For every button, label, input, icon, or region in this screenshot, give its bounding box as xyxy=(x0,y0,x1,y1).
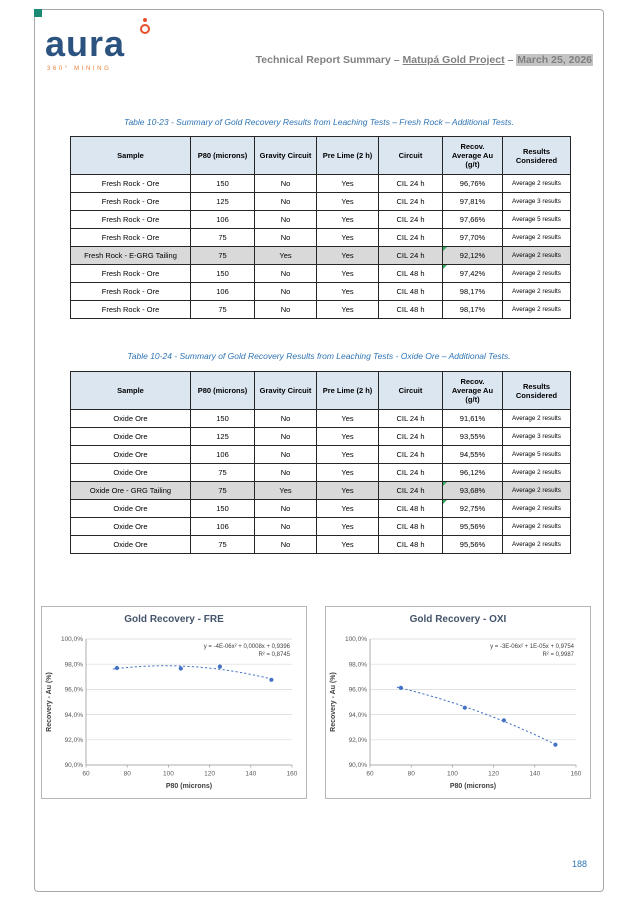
aura-logo-subtext: 360° MINING xyxy=(47,66,112,72)
x-tick-label: 120 xyxy=(488,770,500,778)
chart-canvas xyxy=(42,627,306,793)
table-cell: CIL 24 h xyxy=(379,193,443,211)
table-cell: Fresh Rock - Ore xyxy=(71,283,191,301)
table-cell: CIL 24 h xyxy=(379,247,443,265)
table-cell: 92,12% xyxy=(443,247,503,265)
data-point xyxy=(179,666,183,670)
document-page xyxy=(34,9,604,892)
y-tick-label: 96,0% xyxy=(348,686,367,694)
table-cell: CIL 24 h xyxy=(379,410,443,428)
table-header-row xyxy=(71,137,571,175)
column-header: Recov. Average Au (g/t) xyxy=(443,372,503,410)
table-cell: No xyxy=(255,536,317,554)
table-cell: Yes xyxy=(317,265,379,283)
y-axis-title: Recovery - Au (%) xyxy=(46,672,53,732)
table-cell: Fresh Rock - Ore xyxy=(71,193,191,211)
table-header-row xyxy=(71,372,571,410)
table-cell: Yes xyxy=(317,428,379,446)
table-row xyxy=(71,410,571,428)
table-cell: Fresh Rock - E-GRG Tailing xyxy=(71,247,191,265)
table-cell: Average 2 results xyxy=(503,410,571,428)
aura-logo-dot-icon xyxy=(138,18,152,34)
r-squared-label: R² = 0,9987 xyxy=(542,652,574,658)
table-cell: No xyxy=(255,446,317,464)
chart-title: Gold Recovery - FRE xyxy=(124,614,224,625)
table-cell: CIL 24 h xyxy=(379,211,443,229)
table-row xyxy=(71,193,571,211)
table-cell: 75 xyxy=(191,464,255,482)
table-cell: 92,75% xyxy=(443,500,503,518)
table-cell: Average 3 results xyxy=(503,428,571,446)
x-axis-title: P80 (microns) xyxy=(449,783,497,790)
table-cell: 125 xyxy=(191,428,255,446)
table-cell: No xyxy=(255,193,317,211)
table-cell: Yes xyxy=(317,410,379,428)
report-title-sep1: – xyxy=(390,54,403,66)
report-title-part1: Technical Report Summary xyxy=(255,54,391,66)
table-cell: No xyxy=(255,500,317,518)
table-cell: 106 xyxy=(191,518,255,536)
table-cell: Average 2 results xyxy=(503,500,571,518)
table-cell: 150 xyxy=(191,410,255,428)
table-cell: No xyxy=(255,175,317,193)
table-cell: No xyxy=(255,211,317,229)
table-cell: No xyxy=(255,428,317,446)
table-cell: 75 xyxy=(191,301,255,319)
x-tick-label: 100 xyxy=(162,770,174,778)
table-cell: 106 xyxy=(191,211,255,229)
y-tick-label: 90,0% xyxy=(348,762,367,770)
table-cell: Fresh Rock - Ore xyxy=(71,211,191,229)
column-header: Recov. Average Au (g/t) xyxy=(443,137,503,175)
table-row xyxy=(71,283,571,301)
table-cell: Average 5 results xyxy=(503,446,571,464)
table-cell: 91,61% xyxy=(443,410,503,428)
table-row xyxy=(71,446,571,464)
table-cell: No xyxy=(255,464,317,482)
x-tick-label: 120 xyxy=(204,770,216,778)
y-tick-label: 96,0% xyxy=(64,686,83,694)
table-cell: 96,12% xyxy=(443,464,503,482)
equation-label: y = -4E-06x² + 0,0008x + 0,9396 xyxy=(203,644,290,650)
column-header: Gravity Circuit xyxy=(255,372,317,410)
data-point xyxy=(269,678,273,682)
aura-logo xyxy=(45,23,165,72)
table-caption-10-23: Table 10-23 - Summary of Gold Recovery Results from Leaching Tests – Fresh Rock – Additional Tests. xyxy=(124,117,514,127)
table-cell: Fresh Rock - Ore xyxy=(71,175,191,193)
table-row xyxy=(71,211,571,229)
column-header: Sample xyxy=(71,137,191,175)
table-cell: No xyxy=(255,301,317,319)
table-row xyxy=(71,536,571,554)
table-cell: 96,76% xyxy=(443,175,503,193)
table-row xyxy=(71,500,571,518)
table-cell: 95,56% xyxy=(443,518,503,536)
table-cell: 98,17% xyxy=(443,283,503,301)
cell-flag-icon xyxy=(443,265,447,269)
table-cell: Oxide Ore xyxy=(71,446,191,464)
y-axis-title: Recovery - Au (%) xyxy=(330,672,337,732)
table-cell: 75 xyxy=(191,482,255,500)
y-tick-label: 98,0% xyxy=(348,661,367,669)
x-tick-label: 60 xyxy=(366,770,374,778)
table-cell: No xyxy=(255,283,317,301)
table-cell: Average 2 results xyxy=(503,265,571,283)
cell-flag-icon xyxy=(443,247,447,251)
table-cell: 93,55% xyxy=(443,428,503,446)
table-cell: 106 xyxy=(191,283,255,301)
table-cell: No xyxy=(255,410,317,428)
table-cell: Yes xyxy=(317,446,379,464)
equation-label: y = -3E-06x² + 1E-05x + 0,9754 xyxy=(490,644,574,650)
table-cell: Yes xyxy=(317,464,379,482)
table-cell: Fresh Rock - Ore xyxy=(71,265,191,283)
table-cell: Average 2 results xyxy=(503,464,571,482)
data-point xyxy=(553,743,557,747)
page-number: 188 xyxy=(571,859,587,869)
trendline xyxy=(113,666,273,680)
table-cell: 106 xyxy=(191,446,255,464)
x-tick-label: 60 xyxy=(82,770,90,778)
table-cell: Yes xyxy=(317,247,379,265)
table-cell: CIL 48 h xyxy=(379,265,443,283)
table-cell: 95,56% xyxy=(443,536,503,554)
table-cell: 97,70% xyxy=(443,229,503,247)
table-cell: Yes xyxy=(317,518,379,536)
column-header: Circuit xyxy=(379,137,443,175)
table-cell: CIL 24 h xyxy=(379,175,443,193)
column-header: Gravity Circuit xyxy=(255,137,317,175)
table-cell: Average 2 results xyxy=(503,536,571,554)
cell-flag-icon xyxy=(443,500,447,504)
table-cell: No xyxy=(255,518,317,536)
table-cell: Average 2 results xyxy=(503,247,571,265)
trendline xyxy=(397,687,557,745)
table-cell: 150 xyxy=(191,265,255,283)
table-cell: Average 2 results xyxy=(503,518,571,536)
table-cell: CIL 24 h xyxy=(379,428,443,446)
chart-title: Gold Recovery - OXI xyxy=(409,614,507,625)
column-header: Results Considered xyxy=(503,137,571,175)
y-tick-label: 92,0% xyxy=(64,737,83,744)
table-cell: CIL 24 h xyxy=(379,464,443,482)
table-cell: Yes xyxy=(317,500,379,518)
table-cell: Oxide Ore xyxy=(71,536,191,554)
table-cell: Average 2 results xyxy=(503,482,571,500)
table-cell: 98,17% xyxy=(443,301,503,319)
column-header: Sample xyxy=(71,372,191,410)
orange-ring-icon xyxy=(140,24,150,34)
table-cell: Yes xyxy=(317,211,379,229)
y-tick-label: 94,0% xyxy=(348,711,367,719)
chart-gold-recovery-oxi xyxy=(325,606,591,799)
column-header: P80 (microns) xyxy=(191,137,255,175)
table-row xyxy=(71,301,571,319)
table-cell: CIL 24 h xyxy=(379,482,443,500)
table-cell: 75 xyxy=(191,229,255,247)
table-cell: 97,42% xyxy=(443,265,503,283)
x-tick-label: 80 xyxy=(407,770,415,778)
y-tick-label: 94,0% xyxy=(64,711,83,719)
table-cell: CIL 24 h xyxy=(379,229,443,247)
aura-logo-text: aura xyxy=(45,23,126,64)
table-cell: Average 5 results xyxy=(503,211,571,229)
report-title xyxy=(256,54,593,66)
y-tick-label: 100,0% xyxy=(344,636,367,644)
table-cell: Oxide Ore xyxy=(71,518,191,536)
table-cell: Fresh Rock - Ore xyxy=(71,229,191,247)
table-cell: 125 xyxy=(191,193,255,211)
chart-gold-recovery-fre xyxy=(41,606,307,799)
y-tick-label: 92,0% xyxy=(348,737,367,744)
table-cell: CIL 48 h xyxy=(379,301,443,319)
data-point xyxy=(218,665,222,669)
table-cell: 97,66% xyxy=(443,211,503,229)
table-cell: 93,68% xyxy=(443,482,503,500)
data-point xyxy=(115,666,119,670)
table-cell: Average 3 results xyxy=(503,193,571,211)
y-tick-label: 98,0% xyxy=(64,661,83,669)
cell-flag-icon xyxy=(443,482,447,486)
data-point xyxy=(399,686,403,690)
x-tick-label: 160 xyxy=(286,770,298,778)
orange-dot-icon xyxy=(143,18,147,22)
table-row xyxy=(71,247,571,265)
table-cell: 150 xyxy=(191,175,255,193)
table-cell: Yes xyxy=(317,301,379,319)
table-cell: 75 xyxy=(191,536,255,554)
chart-canvas xyxy=(326,627,590,793)
x-tick-label: 140 xyxy=(529,770,541,778)
table-cell: Oxide Ore xyxy=(71,500,191,518)
page-corner-marker xyxy=(34,9,42,17)
table-cell: 75 xyxy=(191,247,255,265)
table-cell: Average 2 results xyxy=(503,175,571,193)
table-cell: CIL 48 h xyxy=(379,518,443,536)
report-title-sep2: – xyxy=(504,54,517,66)
table-row xyxy=(71,518,571,536)
table-cell: Fresh Rock - Ore xyxy=(71,301,191,319)
x-tick-label: 160 xyxy=(570,770,582,778)
table-cell: CIL 24 h xyxy=(379,446,443,464)
table-cell: Yes xyxy=(255,247,317,265)
table-cell: CIL 48 h xyxy=(379,500,443,518)
x-tick-label: 80 xyxy=(123,770,131,778)
oxide-ore-results-table xyxy=(70,371,571,554)
table-caption-10-24: Table 10-24 - Summary of Gold Recovery Results from Leaching Tests - Oxide Ore – Additional Tests. xyxy=(127,351,511,361)
table-cell: 97,81% xyxy=(443,193,503,211)
table-cell: Average 2 results xyxy=(503,301,571,319)
table-cell: Yes xyxy=(317,193,379,211)
column-header: P80 (microns) xyxy=(191,372,255,410)
data-point xyxy=(463,706,467,710)
table-cell: Yes xyxy=(317,283,379,301)
table-row xyxy=(71,175,571,193)
table-row xyxy=(71,464,571,482)
table-cell: 94,55% xyxy=(443,446,503,464)
table-cell: Oxide Ore - GRG Tailing xyxy=(71,482,191,500)
table-cell: Yes xyxy=(317,229,379,247)
table-row xyxy=(71,229,571,247)
table-cell: Oxide Ore xyxy=(71,428,191,446)
data-point xyxy=(502,718,506,722)
table-cell: Yes xyxy=(317,536,379,554)
report-title-date: March 25, 2026 xyxy=(517,54,592,66)
table-cell: Oxide Ore xyxy=(71,410,191,428)
report-title-project: Matupá Gold Project xyxy=(402,54,505,66)
r-squared-label: R² = 0,8745 xyxy=(258,652,290,658)
table-cell: CIL 48 h xyxy=(379,536,443,554)
table-cell: Yes xyxy=(255,482,317,500)
x-tick-label: 100 xyxy=(446,770,458,778)
table-cell: Average 2 results xyxy=(503,283,571,301)
y-tick-label: 90,0% xyxy=(64,762,83,770)
fresh-rock-results-table xyxy=(70,136,571,319)
table-cell: No xyxy=(255,229,317,247)
column-header: Pre Lime (2 h) xyxy=(317,372,379,410)
table-cell: 150 xyxy=(191,500,255,518)
table-row xyxy=(71,428,571,446)
column-header: Results Considered xyxy=(503,372,571,410)
table-cell: Average 2 results xyxy=(503,229,571,247)
column-header: Pre Lime (2 h) xyxy=(317,137,379,175)
table-cell: Yes xyxy=(317,175,379,193)
y-tick-label: 100,0% xyxy=(60,636,83,644)
table-cell: CIL 48 h xyxy=(379,283,443,301)
table-row xyxy=(71,265,571,283)
x-tick-label: 140 xyxy=(245,770,257,778)
table-cell: Yes xyxy=(317,482,379,500)
table-cell: No xyxy=(255,265,317,283)
table-row xyxy=(71,482,571,500)
x-axis-title: P80 (microns) xyxy=(165,783,213,790)
table-cell: Oxide Ore xyxy=(71,464,191,482)
column-header: Circuit xyxy=(379,372,443,410)
